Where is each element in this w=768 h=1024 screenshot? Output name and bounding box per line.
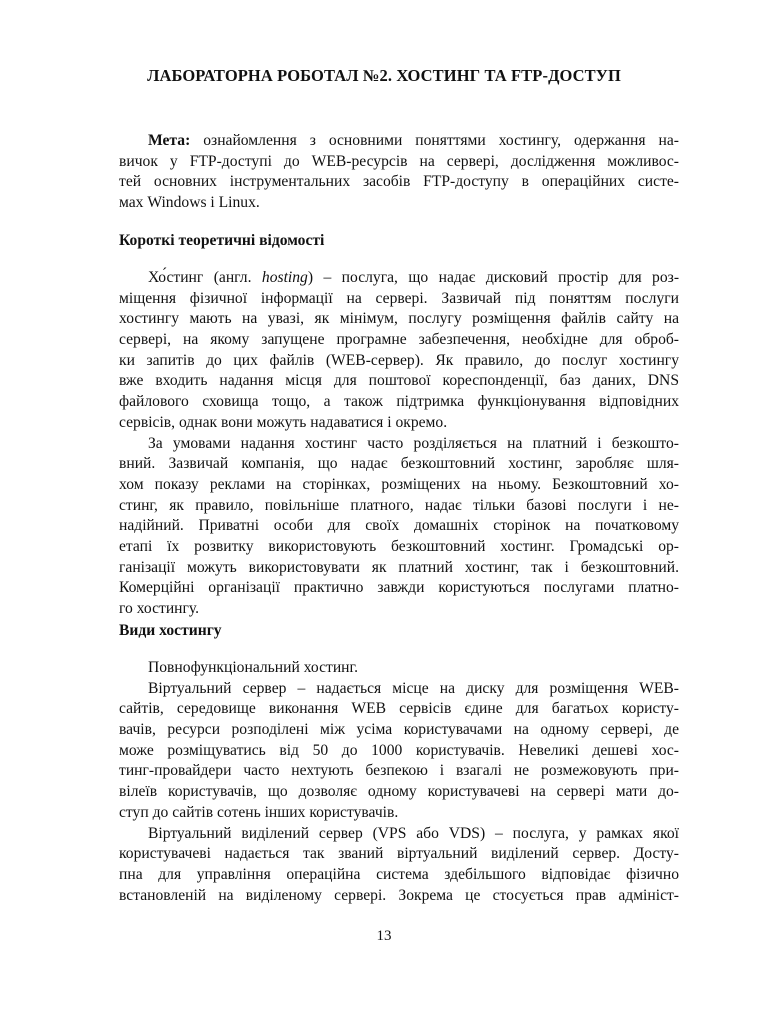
types-paragraphs	[119, 658, 679, 906]
text-line: ганізації можуть використовувати як платний хостинг, так і безкоштовний.	[119, 558, 679, 576]
text-line: встановленій на виділеному сервері. Зокрема це стосується прав адмініст-	[119, 886, 679, 904]
text-line: сервісів, однак вони можуть надаватися і окремо.	[119, 413, 448, 431]
text-line: хом показу реклами на сторінках, розміщених на ньому. Безкоштовний хо-	[119, 475, 679, 493]
goal-line: Мета: ознайомлення з основними поняттями хостингу, одержання на-	[148, 132, 679, 149]
theory-paragraphs	[119, 268, 679, 620]
section-heading-theory: Короткі теоретичні відомості	[119, 232, 325, 249]
text-line: Повнофункціональний хостинг.	[148, 659, 359, 676]
text-line: може розміщуватись від 50 до 1000 користувачів. Невеликі дешеві хос-	[119, 741, 679, 759]
text-line: вже входить надання місця для поштової кореспонденції, баз даних, DNS	[119, 372, 679, 390]
text-line: го хостингу.	[119, 600, 200, 617]
text-line: ступ до сайтів сотень інших користувачів.	[119, 803, 399, 821]
text-line: сайтів, середовище виконання WEB сервісів єдине для багатьох користу-	[119, 700, 679, 718]
goal-line: вичок у FTP-доступі до WEB-ресурсів на сервері, дослідження можливос-	[119, 152, 679, 170]
text-line: сервері, на якому запущене програмне забезпечення, необхідне для оброб-	[119, 331, 679, 349]
term-hosting: hosting	[261, 269, 308, 286]
page-number: 13	[376, 928, 392, 944]
text-line: надійний. Приватні особи для своїх домашніх сторінок на початковому	[119, 517, 679, 535]
text-line: користувачеві надається так званий віртуальний виділений сервер. Досту-	[119, 845, 679, 863]
text-line: міщення фізичної інформації на сервері. Зазвичай під поняттям послуги	[119, 289, 679, 307]
text-line: Хо́стинг (англ. hosting) – послуга, що надає дисковий простір для роз-	[148, 269, 680, 286]
goal-line: тей основних інструментальних засобів FTP-доступу в операційних систе-	[119, 173, 679, 191]
text-line: Комерційні організації практично завжди користуються послугами платно-	[119, 579, 679, 597]
goal-line: мах Windows і Linux.	[119, 194, 260, 212]
text-line: етапі їх розвитку використовують безкоштовний хостинг. Громадські ор-	[119, 537, 679, 555]
text-line: За умовами надання хостинг часто розділяється на платний і безкошто-	[148, 434, 679, 452]
text-line: ки запитів до цих файлів (WEB-сервер). Як правило, до послуг хостингу	[119, 351, 679, 369]
text-line: тинг-провайдери часто нехтують безпекою і взагалі не розмежовують при-	[119, 762, 679, 780]
text-line: вний. Зазвичай компанія, що надає безкоштовний хостинг, заробляє шля-	[119, 455, 679, 473]
text-line: Віртуальний сервер – надається місце на диску для розміщення WEB-	[148, 679, 679, 697]
text-line: стинг, як правило, повільніше платного, надає тільки базові послуги і не-	[119, 496, 679, 514]
text-line: хостингу мають на увазі, як мінімум, послугу розміщення файлів сайту на	[119, 310, 679, 328]
text-line: вачів, ресурси розподілені між усіма користувачами на одному сервері, де	[119, 721, 679, 739]
text-line: вілеїв користувачів, що дозволяє одному користувачеві на сервері мати до-	[119, 783, 679, 801]
text-line: файлового сховища тощо, а також підтримка функціонування відповідних	[119, 393, 679, 411]
text-line: пна для управління операційна система здебільшого відповідає фізично	[119, 865, 679, 883]
page-title: ЛАБОРАТОРНА РОБОТАЛ №2. ХОСТИНГ ТА FTP-ДОСТУП	[147, 66, 621, 85]
section-heading-types: Види хостингу	[119, 622, 222, 639]
text-line: Віртуальний виділений сервер (VPS або VDS) – послуга, у рамках якої	[148, 824, 679, 842]
goal-paragraph	[119, 131, 679, 214]
goal-label: Мета:	[148, 132, 191, 149]
